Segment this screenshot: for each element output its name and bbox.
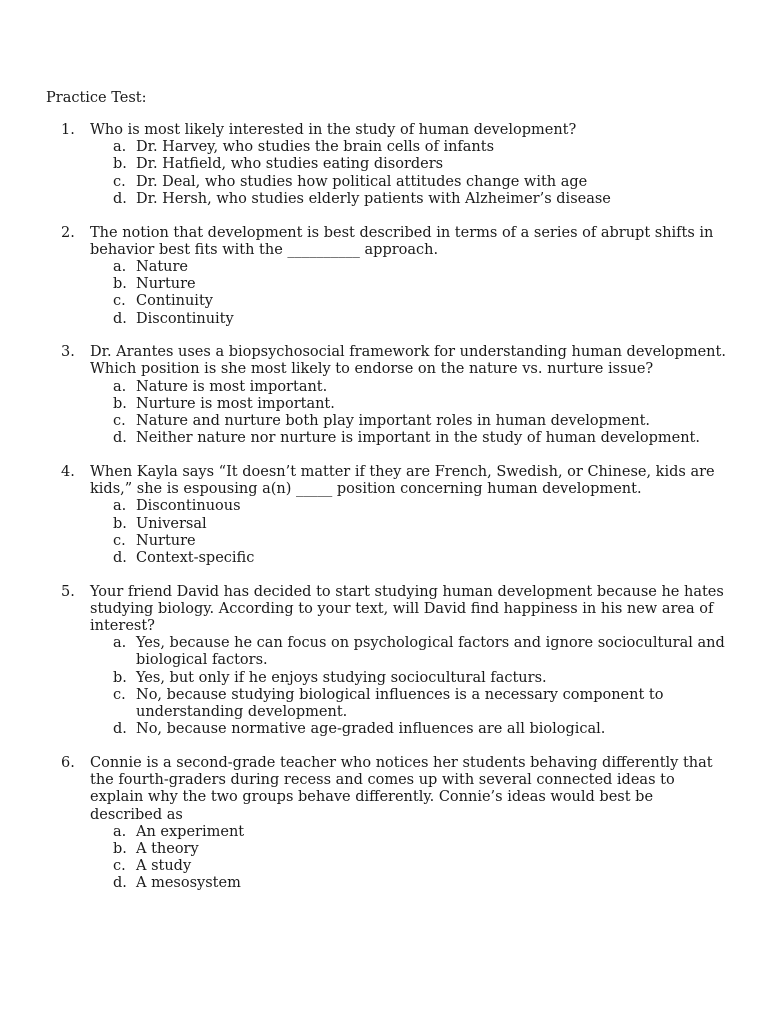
option-text: An experiment [136,823,245,840]
answer-options [0,259,768,328]
option-letter: c. [113,532,126,549]
answer-options [0,824,768,893]
answer-option [0,259,768,276]
option-letter: d. [113,430,127,447]
answer-options [0,139,768,208]
question-number: 6. [61,755,75,771]
answer-option [0,139,768,156]
question-5 [0,584,768,739]
answer-option [0,498,768,515]
option-letter: c. [113,173,126,190]
question-text: Connie is a second-grade teacher who notices her students behaving differently that the fourth-graders during recess and comes up with several connected ideas to explain why the two groups behave differently. Connie’s ideas would best be described as [90,755,713,823]
option-letter: c. [113,413,126,430]
option-letter: d. [113,549,127,566]
option-text: Yes, but only if he enjoys studying sociocultural facturs. [136,669,547,686]
option-text: Discontinuity [136,310,234,327]
option-letter: b. [113,395,127,412]
option-letter: b. [113,669,127,686]
answer-options [0,635,768,738]
question-text: When Kayla says “It doesn’t matter if they are French, Swedish, or Chinese, kids are kids,” she is espousing a(n) _____ position concerning human development. [90,463,715,498]
question-number: 3. [61,344,75,361]
question-text: Dr. Arantes uses a biopsychosocial framework for understanding human development. Which position is she most likely to endorse on the nature vs. nurture issue? [90,344,726,378]
option-text: Nurture is most important. [136,395,335,412]
option-text: Dr. Deal, who studies how political attitudes change with age [136,173,588,190]
answer-options [0,379,768,448]
question-1 [0,122,768,208]
answer-option [0,858,768,875]
question-2 [0,225,768,328]
answer-option [0,533,768,550]
option-letter: a. [113,635,127,652]
answer-option [0,721,768,738]
option-letter: c. [113,858,126,875]
option-text: A study [136,858,192,875]
answer-option [0,687,768,721]
option-text: Dr. Hatfield, who studies eating disorders [136,156,444,173]
answer-options [0,498,768,567]
answer-option [0,670,768,687]
option-text: Dr. Harvey, who studies the brain cells of infants [136,139,495,156]
option-text: Nature [136,258,189,275]
answer-option [0,156,768,173]
option-text: Nature is most important. [136,378,328,395]
answer-option [0,875,768,892]
option-text: Nurture [136,276,196,293]
question-number: 1. [61,122,75,138]
option-text: A mesosystem [136,875,241,892]
question-6 [0,755,768,893]
question-number: 5. [61,583,75,600]
answer-option [0,635,768,669]
answer-option [0,824,768,841]
option-letter: a. [113,258,127,275]
option-text: No, because studying biological influences is a necessary component to understanding development. [136,686,664,721]
question-number: 4. [61,463,75,480]
answer-option [0,311,768,328]
question-3 [0,344,768,447]
option-letter: a. [113,498,127,515]
question-text: Your friend David has decided to start studying human development because he hates studying biology. According to your text, will David find happiness in his new area of interest? [90,583,724,635]
option-letter: d. [113,190,127,207]
option-letter: b. [113,841,127,858]
option-letter: b. [113,515,127,532]
question-number: 2. [61,224,75,241]
answer-option [0,550,768,567]
question-list [0,122,768,909]
answer-option [0,293,768,310]
answer-option [0,396,768,413]
option-letter: d. [113,310,127,327]
question-text: Who is most likely interested in the study of human development? [90,122,577,138]
option-letter: c. [113,686,126,703]
option-text: Nurture [136,532,196,549]
option-text: Yes, because he can focus on psychological factors and ignore sociocultural and biological factors. [136,635,725,669]
option-letter: d. [113,721,127,738]
answer-option [0,379,768,396]
answer-option [0,430,768,447]
answer-option [0,413,768,430]
option-text: Context-specific [136,549,255,566]
page-title: Practice Test: [46,90,147,106]
option-text: No, because normative age-graded influences are all biological. [136,721,606,738]
answer-option [0,841,768,858]
option-text: Dr. Hersh, who studies elderly patients with Alzheimer’s disease [136,190,611,207]
option-text: Discontinuous [136,498,241,515]
question-4 [0,464,768,567]
option-text: Continuity [136,293,213,310]
option-letter: c. [113,293,126,310]
option-letter: a. [113,139,127,156]
option-letter: b. [113,276,127,293]
answer-option [0,174,768,191]
option-text: A theory [136,841,199,858]
option-letter: d. [113,875,127,892]
answer-option [0,516,768,533]
option-letter: a. [113,823,127,840]
answer-option [0,191,768,208]
answer-option [0,276,768,293]
option-text: Neither nature nor nurture is important in the study of human development. [136,430,700,447]
option-letter: b. [113,156,127,173]
question-text: The notion that development is best described in terms of a series of abrupt shifts in behavior best fits with the __________ approach. [90,224,714,258]
option-text: Nature and nurture both play important roles in human development. [136,413,651,430]
option-letter: a. [113,378,127,395]
option-text: Universal [136,515,207,532]
